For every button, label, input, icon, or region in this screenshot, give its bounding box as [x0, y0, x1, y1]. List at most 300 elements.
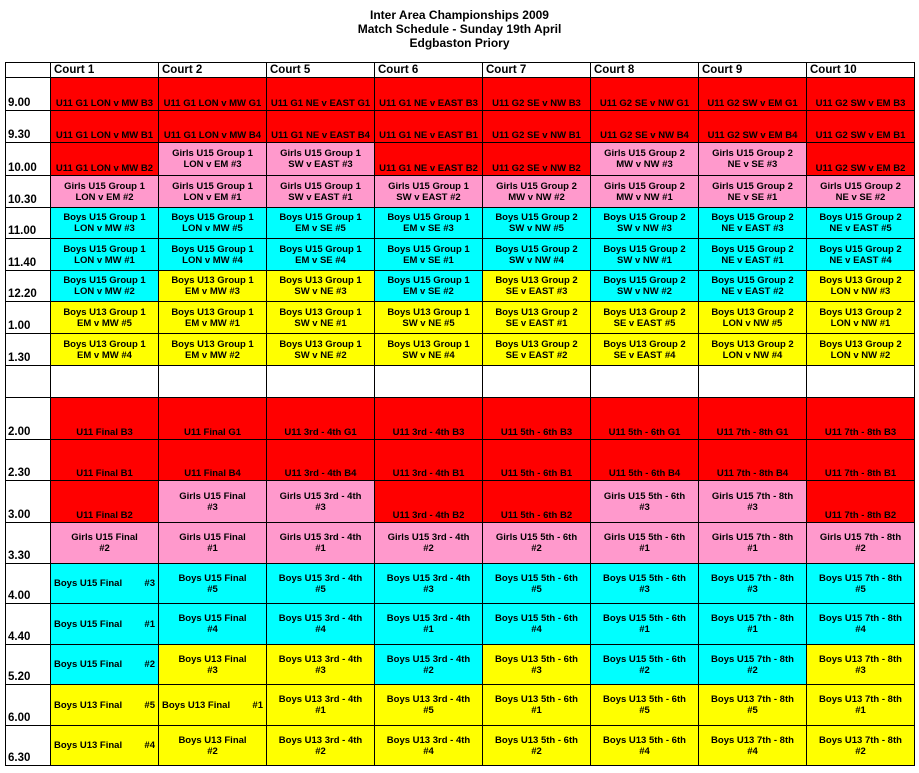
- match-text-line: Boys U15 Group 1: [279, 212, 362, 223]
- match-cell-content: [483, 523, 590, 563]
- match-cell-content: [807, 440, 914, 480]
- match-cell: [807, 176, 915, 208]
- match-cell-content: [51, 440, 158, 480]
- match-cell: [807, 481, 915, 523]
- match-cell-content: [375, 271, 482, 301]
- match-cell: [375, 685, 483, 726]
- match-text-line: #3: [639, 501, 650, 513]
- match-cell-content: [267, 176, 374, 207]
- match-text-line: SW v NW #1: [617, 254, 672, 266]
- match-cell-content: [159, 398, 266, 439]
- match-cell-content: [267, 564, 374, 603]
- match-text-line: EM v SE #5: [295, 223, 346, 234]
- match-cell: [483, 523, 591, 564]
- match-cell-content: [267, 302, 374, 333]
- match-cell: [159, 271, 267, 302]
- match-text-line: #2: [855, 543, 866, 554]
- match-cell: [699, 239, 807, 271]
- time-slot-label: 6.30: [6, 726, 51, 766]
- match-text-line: #3: [747, 501, 758, 513]
- match-cell: [591, 302, 699, 334]
- match-cell-content: [699, 271, 806, 301]
- match-text-line: Boys U15 Group 2: [819, 212, 902, 223]
- match-text-line: SE v EAST #4: [613, 349, 676, 361]
- match-text-line: #1: [531, 705, 542, 716]
- match-cell-content: [699, 564, 806, 603]
- match-cell: [375, 78, 483, 111]
- match-text-line: NE v EAST #1: [721, 254, 784, 266]
- match-text-line: U11 G1 NE v EAST B3: [379, 98, 478, 109]
- match-text-line: U11 G1 NE v EAST B4: [271, 130, 370, 141]
- match-text-line: Boys U13 7th - 8th: [711, 694, 794, 705]
- match-text-line: U11 3rd - 4th B3: [392, 427, 465, 438]
- court-header: Court 5: [267, 63, 375, 78]
- match-cell: [699, 78, 807, 111]
- match-cell: [807, 78, 915, 111]
- match-text-line: Boys U15 Group 1: [279, 243, 362, 255]
- match-cell-content: [375, 645, 482, 684]
- match-cell: [483, 334, 591, 366]
- match-text-line: Boys U13 Group 2: [819, 306, 902, 318]
- match-cell: [807, 604, 915, 645]
- match-text-line: Boys U15 Group 1: [387, 275, 470, 286]
- match-cell-content: [699, 726, 806, 765]
- match-text-line: EM v SE #3: [403, 223, 454, 234]
- match-cell: [375, 398, 483, 440]
- match-text-line: Boys U13 Group 2: [603, 338, 686, 350]
- match-text-line: Boys U15 Group 1: [63, 243, 146, 255]
- match-cell-content: [51, 366, 158, 397]
- match-text-line: Girls U15 Group 1: [280, 180, 361, 192]
- match-cell: [483, 208, 591, 239]
- match-text-line: Boys U15 Final: [178, 572, 247, 584]
- match-text-line: #5: [144, 699, 155, 711]
- time-slot-row: [6, 239, 915, 271]
- match-cell-content: [375, 208, 482, 238]
- match-cell-content: [375, 78, 482, 110]
- match-text-line: Girls U15 Group 1: [172, 180, 253, 192]
- match-text-line: SW v EAST #3: [288, 159, 353, 170]
- court-header: Court 9: [699, 63, 807, 78]
- match-text-line: EM v MW #4: [77, 349, 132, 361]
- match-cell-content: [483, 481, 590, 522]
- match-text-line: Girls U15 5th - 6th: [603, 490, 686, 502]
- match-cell-content: [267, 604, 374, 644]
- match-cell: [483, 111, 591, 143]
- match-text-line: Girls U15 Final: [179, 532, 246, 543]
- match-text-line: MW v NW #1: [616, 191, 673, 203]
- match-cell-content: [591, 685, 698, 725]
- match-text-line: Boys U13 3rd - 4th: [386, 694, 471, 705]
- match-cell: [51, 523, 159, 564]
- time-slot-row: [6, 523, 915, 564]
- match-text-line: LON v NW #1: [830, 317, 891, 329]
- match-cell: [807, 523, 915, 564]
- match-cell-content: [483, 604, 590, 644]
- time-slot-row: [6, 176, 915, 208]
- match-text-line: U11 G1 NE v EAST B2: [379, 163, 478, 174]
- match-cell-content: [375, 604, 482, 644]
- match-cell-content: [591, 111, 698, 142]
- match-text-line: #2: [639, 664, 650, 676]
- match-text-line: Boys U15 Group 2: [603, 275, 686, 286]
- match-cell: [51, 271, 159, 302]
- match-cell-content: [267, 685, 374, 725]
- match-cell: [159, 685, 267, 726]
- match-cell-content: [51, 564, 158, 603]
- match-cell: [267, 440, 375, 481]
- match-text-line: Boys U15 5th - 6th: [603, 653, 686, 665]
- match-text-line: Boys U15 7th - 8th: [819, 572, 902, 584]
- time-slot-label: 9.00: [6, 78, 51, 111]
- time-slot-row: [6, 685, 915, 726]
- match-text-line: #3: [207, 664, 218, 676]
- match-cell: [375, 302, 483, 334]
- time-slot-row: [6, 143, 915, 176]
- match-cell: [267, 685, 375, 726]
- match-text-line: Boys U13 5th - 6th: [603, 734, 686, 746]
- match-text-line: EM v SE #2: [403, 286, 454, 297]
- match-text-line: Girls U15 3rd - 4th: [387, 532, 470, 543]
- match-text-line: EM v MW #3: [185, 286, 240, 297]
- match-text-line: Boys U13 Final: [54, 740, 123, 751]
- match-text-line: LON v EM #1: [183, 191, 242, 203]
- match-text-line: SW v NW #4: [509, 254, 564, 266]
- match-text-line: SW v NE #2: [294, 349, 347, 361]
- match-text-line: SW v NE #1: [294, 317, 347, 329]
- match-cell: [159, 726, 267, 766]
- match-text-line: #3: [855, 664, 866, 676]
- match-cell-content: [591, 144, 698, 175]
- match-cell: [699, 645, 807, 685]
- match-text-line: Boys U15 Group 1: [387, 243, 470, 255]
- match-text-line: Girls U15 7th - 8th: [711, 532, 794, 543]
- match-cell: [807, 398, 915, 440]
- match-cell-content: [483, 398, 590, 439]
- match-cell-content: [159, 440, 266, 480]
- match-cell-content: [375, 564, 482, 603]
- match-cell: [267, 334, 375, 366]
- time-slot-label: 6.00: [6, 685, 51, 726]
- match-cell: [591, 564, 699, 604]
- match-text-line: LON v MW #3: [74, 223, 135, 234]
- match-cell: [159, 481, 267, 523]
- time-slot-label: 11.40: [6, 239, 51, 271]
- match-text-line: Boys U15 Group 1: [63, 275, 146, 286]
- match-cell: [483, 685, 591, 726]
- match-text-line: Boys U15 Group 1: [63, 212, 146, 223]
- match-cell: [51, 111, 159, 143]
- match-cell: [51, 481, 159, 523]
- match-text-line: Boys U15 3rd - 4th: [278, 572, 363, 584]
- time-slot-row: [6, 302, 915, 334]
- match-text-line: #1: [747, 543, 758, 554]
- match-cell-content: [807, 481, 914, 522]
- match-text-line: SW v NW #2: [617, 286, 672, 297]
- match-cell: [483, 302, 591, 334]
- match-cell: [699, 111, 807, 143]
- match-cell-content: [159, 239, 266, 270]
- match-text-line: Boys U13 5th - 6th: [495, 653, 578, 665]
- match-text-line: Boys U13 5th - 6th: [495, 734, 578, 746]
- match-text-line: Girls U15 5th - 6th: [495, 532, 578, 543]
- match-cell: [51, 78, 159, 111]
- match-cell: [807, 143, 915, 176]
- empty-slot-cell: [267, 366, 375, 398]
- match-text-line: #1: [144, 618, 155, 630]
- match-cell: [267, 523, 375, 564]
- match-cell-content: [267, 144, 374, 175]
- match-text-line: Boys U13 Group 2: [819, 275, 902, 286]
- match-text-line: Boys U13 3rd - 4th: [386, 734, 471, 746]
- match-text-line: Boys U15 Final: [54, 578, 123, 589]
- match-text-line: SW v NW #5: [509, 223, 564, 234]
- match-text-line: Boys U13 3rd - 4th: [278, 694, 363, 705]
- venue-title: Edgbaston Priory: [409, 36, 510, 50]
- match-cell-content: [699, 144, 806, 175]
- empty-slot-cell: [159, 366, 267, 398]
- match-cell-content: [591, 604, 698, 644]
- time-slot-label: 11.00: [6, 208, 51, 239]
- match-cell: [375, 564, 483, 604]
- time-slot-label: 10.30: [6, 176, 51, 208]
- match-schedule-table: [5, 62, 915, 766]
- match-cell-content: [267, 726, 374, 765]
- time-slot-label: 2.30: [6, 440, 51, 481]
- match-cell-content: [267, 523, 374, 563]
- time-slot-row: [6, 366, 915, 398]
- match-cell: [699, 685, 807, 726]
- match-text-line: #2: [207, 745, 218, 757]
- match-cell-content: [699, 685, 806, 725]
- match-cell: [375, 726, 483, 766]
- match-text-line: Boys U15 Group 2: [603, 212, 686, 223]
- match-cell-content: [807, 111, 914, 142]
- match-text-line: Boys U13 Group 2: [711, 306, 794, 318]
- match-text-line: #5: [747, 705, 758, 716]
- match-cell-content: [159, 208, 266, 238]
- match-cell-content: [483, 302, 590, 333]
- match-cell-content: [699, 523, 806, 563]
- match-text-line: U11 7th - 8th B3: [824, 427, 897, 438]
- match-cell-content: [807, 685, 914, 725]
- match-text-line: LON v NW #2: [830, 349, 891, 361]
- match-cell: [699, 271, 807, 302]
- match-cell: [375, 208, 483, 239]
- empty-slot-cell: [375, 366, 483, 398]
- time-slot-label: 1.30: [6, 334, 51, 366]
- match-cell-content: [267, 239, 374, 270]
- match-text-line: Boys U13 Group 1: [387, 306, 470, 318]
- match-cell: [591, 271, 699, 302]
- time-slot-row: [6, 645, 915, 685]
- match-text-line: Boys U13 3rd - 4th: [278, 734, 363, 746]
- match-text-line: NE v EAST #2: [721, 286, 784, 297]
- match-text-line: #1: [207, 543, 218, 554]
- match-text-line: Boys U15 Group 2: [495, 212, 578, 223]
- match-text-line: Boys U15 Group 2: [711, 243, 794, 255]
- match-cell-content: [699, 176, 806, 207]
- match-text-line: LON v MW #5: [182, 223, 243, 234]
- match-text-line: U11 5th - 6th B1: [500, 468, 573, 479]
- match-text-line: Boys U15 5th - 6th: [495, 613, 578, 624]
- time-slot-label: 1.00: [6, 302, 51, 334]
- match-cell-content: [807, 334, 914, 365]
- match-text-line: Boys U13 Group 1: [279, 275, 362, 286]
- time-slot-label: 10.00: [6, 143, 51, 176]
- match-cell: [51, 143, 159, 176]
- match-text-line: EM v MW #1: [185, 317, 240, 329]
- match-cell: [483, 564, 591, 604]
- match-text-line: U11 G2 SW v EM B1: [815, 130, 906, 141]
- schedule-subtitle: Match Schedule - Sunday 19th April: [357, 22, 562, 36]
- match-cell-content: [267, 398, 374, 439]
- match-cell-content: [591, 564, 698, 603]
- match-text-line: Boys U15 3rd - 4th: [386, 613, 471, 624]
- match-cell-content: [51, 239, 158, 270]
- match-cell-content: [159, 482, 266, 522]
- match-text-line: #3: [315, 501, 326, 513]
- match-text-line: Boys U15 Group 1: [171, 243, 254, 255]
- match-text-line: #2: [315, 745, 326, 757]
- match-text-line: #5: [855, 583, 866, 595]
- match-cell-content: [699, 208, 806, 238]
- match-text-line: #1: [423, 624, 434, 635]
- match-cell-content: [807, 271, 914, 301]
- match-text-line: #2: [144, 659, 155, 670]
- time-slot-row: [6, 111, 915, 143]
- match-text-line: U11 G1 LON v MW B1: [55, 130, 154, 141]
- match-text-line: Boys U13 Group 2: [819, 338, 902, 350]
- match-cell-content: [267, 271, 374, 301]
- match-cell-content: [267, 111, 374, 142]
- match-text-line: U11 Final B1: [76, 468, 133, 479]
- match-text-line: Girls U15 Group 1: [280, 148, 361, 159]
- match-cell: [51, 398, 159, 440]
- match-text-line: U11 3rd - 4th B1: [392, 468, 465, 479]
- match-text-line: Girls U15 5th - 6th: [603, 532, 686, 543]
- match-cell-content: [159, 726, 266, 765]
- match-text-line: SE v EAST #2: [505, 349, 568, 361]
- match-text-line: LON v MW #1: [74, 254, 135, 266]
- match-cell: [807, 239, 915, 271]
- match-cell: [591, 111, 699, 143]
- match-text-line: #3: [639, 583, 650, 595]
- match-cell-content: [375, 239, 482, 270]
- match-text-line: #5: [315, 583, 326, 595]
- match-cell: [159, 604, 267, 645]
- match-cell: [807, 334, 915, 366]
- time-slot-row: [6, 604, 915, 645]
- match-text-line: U11 Final B3: [76, 427, 133, 438]
- match-text-line: Girls U15 3rd - 4th: [279, 532, 362, 543]
- match-text-line: #4: [144, 740, 155, 751]
- match-cell: [267, 726, 375, 766]
- match-cell: [51, 440, 159, 481]
- match-cell-content: [483, 271, 590, 301]
- match-cell-content: [375, 302, 482, 333]
- match-cell: [591, 685, 699, 726]
- match-cell: [483, 645, 591, 685]
- time-slot-label: 12.20: [6, 271, 51, 302]
- match-cell-content: [267, 208, 374, 238]
- match-cell-content: [807, 726, 914, 765]
- match-cell-content: [267, 366, 374, 397]
- match-text-line: Boys U13 Group 1: [279, 306, 362, 318]
- match-cell: [159, 239, 267, 271]
- match-cell: [159, 176, 267, 208]
- match-cell: [699, 604, 807, 645]
- match-text-line: SE v EAST #5: [613, 317, 676, 329]
- match-text-line: Boys U15 7th - 8th: [711, 613, 794, 624]
- match-text-line: Girls U15 Group 1: [64, 180, 145, 192]
- match-cell: [159, 398, 267, 440]
- match-text-line: Boys U13 7th - 8th: [711, 734, 794, 746]
- match-cell-content: [483, 208, 590, 238]
- match-text-line: #3: [747, 583, 758, 595]
- match-text-line: Boys U15 5th - 6th: [603, 572, 686, 584]
- match-cell-content: [375, 523, 482, 563]
- match-cell-content: [483, 176, 590, 207]
- match-cell: [483, 726, 591, 766]
- match-cell-content: [159, 302, 266, 333]
- match-cell: [375, 440, 483, 481]
- match-cell-content: [375, 398, 482, 439]
- match-text-line: U11 G2 SW v EM B2: [815, 163, 906, 174]
- time-slot-label: 3.30: [6, 523, 51, 564]
- match-cell-content: [591, 302, 698, 333]
- match-cell: [483, 239, 591, 271]
- match-cell: [267, 271, 375, 302]
- match-cell: [159, 302, 267, 334]
- match-text-line: U11 G1 NE v EAST G1: [270, 98, 371, 109]
- match-cell-content: [483, 645, 590, 684]
- match-cell-content: [699, 78, 806, 110]
- match-cell: [699, 176, 807, 208]
- time-slot-row: [6, 334, 915, 366]
- match-cell-content: [807, 143, 914, 175]
- match-text-line: Boys U15 7th - 8th: [711, 572, 794, 584]
- match-cell-content: [267, 645, 374, 684]
- match-cell: [591, 143, 699, 176]
- match-cell-content: [483, 366, 590, 397]
- match-text-line: Girls U15 Final: [179, 490, 246, 502]
- match-cell-content: [51, 78, 158, 110]
- match-text-line: Girls U15 Group 1: [388, 180, 469, 192]
- match-cell: [267, 208, 375, 239]
- match-cell-content: [159, 144, 266, 175]
- match-text-line: U11 3rd - 4th B2: [392, 510, 465, 521]
- match-cell: [483, 440, 591, 481]
- match-text-line: U11 7th - 8th G1: [716, 427, 789, 438]
- match-cell-content: [51, 302, 158, 333]
- match-text-line: #2: [423, 664, 434, 676]
- match-text-line: U11 G2 SW v EM B4: [707, 130, 798, 141]
- match-cell-content: [591, 366, 698, 397]
- match-text-line: Boys U13 Group 1: [63, 306, 146, 318]
- match-cell: [591, 176, 699, 208]
- match-text-line: NE v EAST #4: [829, 254, 892, 266]
- match-text-line: Boys U15 Group 2: [711, 212, 794, 223]
- match-text-line: #5: [639, 705, 650, 716]
- match-cell: [591, 604, 699, 645]
- match-text-line: #2: [423, 543, 434, 554]
- match-cell: [699, 481, 807, 523]
- match-text-line: Boys U13 3rd - 4th: [278, 653, 363, 665]
- match-text-line: Boys U13 7th - 8th: [819, 694, 902, 705]
- match-text-line: LON v NW #3: [830, 286, 891, 297]
- match-cell-content: [807, 239, 914, 270]
